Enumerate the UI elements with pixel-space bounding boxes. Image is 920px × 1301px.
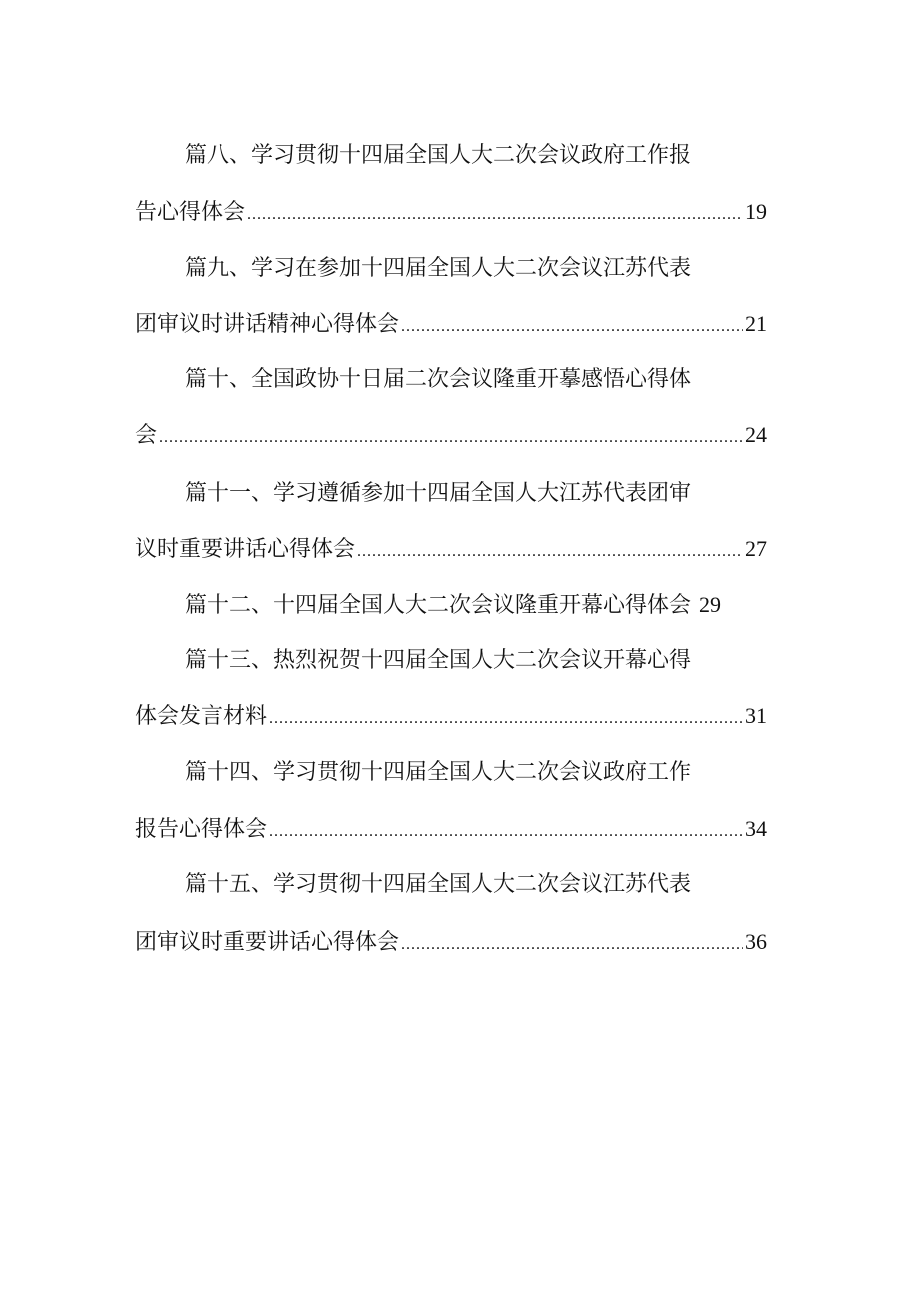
toc-page-number: 19 [745,199,767,224]
toc-entry-text: 议时重要讲话心得体会 [135,537,356,562]
toc-entry-text: 报告心得体会 [135,817,268,842]
toc-page-number: 21 [745,311,767,336]
toc-entry-title [185,478,767,510]
toc-entry-text: 篇十五、学习贯彻十四届全国人大二次会议江苏代表 [185,872,692,897]
dot-leader [401,311,743,340]
toc-entry-continuation [135,308,767,340]
toc-entry-text: 篇九、学习在参加十四届全国人大二次会议江苏代表 [185,256,692,281]
toc-entry-continuation [135,533,767,565]
toc-entry-title [185,645,767,677]
toc-entry-continuation [135,419,767,451]
toc-entry-continuation [135,926,767,958]
dot-leader [401,929,743,958]
toc-entry-text: 告心得体会 [135,200,246,225]
toc-entry-text: 篇八、学习贯彻十四届全国人大二次会议政府工作报 [185,143,692,168]
toc-entry-text: 团审议时重要讲话心得体会 [135,930,400,955]
toc-entry-text: 篇十、全国政协十日届二次会议隆重开摹感悟心得体 [185,367,692,392]
toc-entry-text: 篇十四、学习贯彻十四届全国人大二次会议政府工作 [185,760,692,785]
toc-entry-title [185,869,767,901]
dot-leader [159,422,743,451]
toc-entry-title [185,140,767,172]
toc-entry-continuation [135,813,767,845]
toc-page-number: 29 [699,592,722,617]
toc-entry-title [185,364,767,396]
toc-entry-text: 篇十三、热烈祝贺十四届全国人大二次会议开幕心得 [185,648,692,673]
toc-page-number: 24 [745,422,767,447]
toc-page-number: 31 [745,703,767,728]
toc-entry-text: 篇十一、学习遵循参加十四届全国人大江苏代表团审 [185,481,692,506]
dot-leader [269,816,743,845]
toc-page-number: 34 [745,816,767,841]
toc-entry-text: 篇十二、十四届全国人大二次会议隆重开幕心得体会 [185,593,692,618]
toc-page-number: 36 [745,929,767,954]
toc-entry-text: 团审议时讲话精神心得体会 [135,312,400,337]
toc-entry-title [185,757,767,789]
toc-page-number: 27 [745,536,767,561]
toc-entry-text: 体会发言材料 [135,704,268,729]
toc-entry-continuation [135,700,767,732]
toc-entry-continuation [135,196,767,228]
dot-leader [247,199,743,228]
toc-entry-title [185,589,767,621]
toc-entry-title [185,253,767,285]
toc-entry-text: 会 [135,423,158,448]
dot-leader [357,536,743,565]
dot-leader [269,703,743,732]
